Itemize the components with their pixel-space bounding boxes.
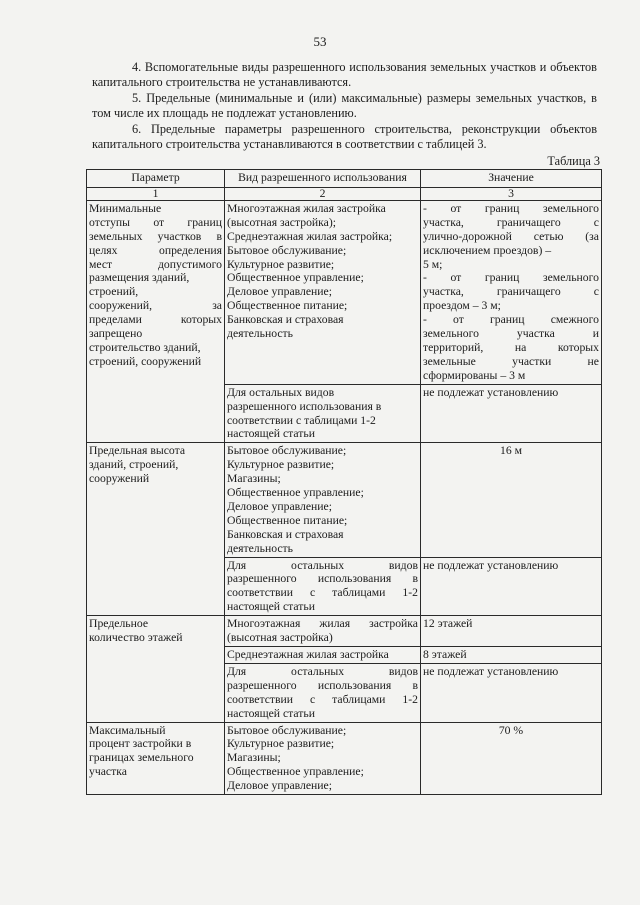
- page-number: 53: [313, 34, 327, 49]
- paragraph-4: 4. Вспомогательные виды разрешенного использования земельных участков и объектов капитального строительства не устанавливаются.: [92, 60, 597, 89]
- use-type-cell: Бытовое обслуживание; Культурное развитие; Магазины; Общественное управление; Деловое управление; Общественное питание; Банковская и страховая деятельность: [225, 443, 421, 557]
- use-type-cell: Многоэтажная жилая застройка (высотная застройка): [225, 616, 421, 647]
- column-number: 1: [87, 187, 225, 200]
- use-type-cell: Для остальных видов разрешенного использования в соответствии с таблицами 1-2 настоящей статьи: [225, 557, 421, 616]
- paragraph-5: 5. Предельные (минимальные и (или) максимальные) размеры земельных участков, в том числе их площадь не подлежат установлению.: [92, 91, 597, 120]
- use-type-cell: Многоэтажная жилая застройка (высотная застройка); Среднеэтажная жилая застройка; Бытовое обслуживание; Культурное развитие; Общественное управление; Деловое управление; Общественное питание; Банковская и страховая деятельность: [225, 200, 421, 384]
- table-caption: Таблица 3: [547, 154, 600, 168]
- value-cell: 8 этажей: [421, 647, 602, 664]
- use-type-cell: Для остальных видов разрешенного использования в соответствии с таблицами 1-2 настоящей статьи: [225, 663, 421, 722]
- value-cell: не подлежат установлению: [421, 384, 602, 443]
- header-parameter: Параметр: [87, 170, 225, 188]
- use-type-cell: Среднеэтажная жилая застройка: [225, 647, 421, 664]
- value-cell: - от границ земельного участка, граничащего с улично-дорожной сетью (за исключением проездов) – 5 м; - от границ земельного участка, граничащего с проездом – 3 м; - от границ смежного земельного участка и территорий, на которых земельные участки не сформированы – 3 м: [421, 200, 602, 384]
- param-cell: Предельная высота зданий, строений, сооружений: [87, 443, 225, 616]
- table-row: [87, 200, 602, 384]
- column-number: 3: [421, 187, 602, 200]
- use-type-cell: Для остальных видов разрешенного использования в соответствии с таблицами 1-2 настоящей статьи: [225, 384, 421, 443]
- column-number: 2: [225, 187, 421, 200]
- header-use-type: Вид разрешенного использования: [225, 170, 421, 188]
- parameters-table: [86, 169, 602, 795]
- column-number-row: [87, 187, 602, 200]
- value-cell: 16 м: [421, 443, 602, 557]
- table-row: [87, 722, 602, 795]
- table-row: [87, 443, 602, 557]
- table-header-row: [87, 170, 602, 188]
- header-value: Значение: [421, 170, 602, 188]
- param-cell: Предельное количество этажей: [87, 616, 225, 722]
- use-type-cell: Бытовое обслуживание; Культурное развитие; Магазины; Общественное управление; Деловое управление;: [225, 722, 421, 795]
- param-cell: Минимальные отступы от границ земельных участков в целях определения мест допустимого размещения зданий, строений, сооружений, за пределами которых запрещено строительство зданий, строений, сооружений: [87, 200, 225, 442]
- table-row: [87, 616, 602, 647]
- value-cell: не подлежат установлению: [421, 557, 602, 616]
- param-cell: Максимальный процент застройки в границах земельного участка: [87, 722, 225, 795]
- paragraph-6: 6. Предельные параметры разрешенного строительства, реконструкции объектов капитального строительства устанавливаются в соответствии с таблицей 3.: [92, 122, 597, 151]
- value-cell: 70 %: [421, 722, 602, 795]
- value-cell: не подлежат установлению: [421, 663, 602, 722]
- value-cell: 12 этажей: [421, 616, 602, 647]
